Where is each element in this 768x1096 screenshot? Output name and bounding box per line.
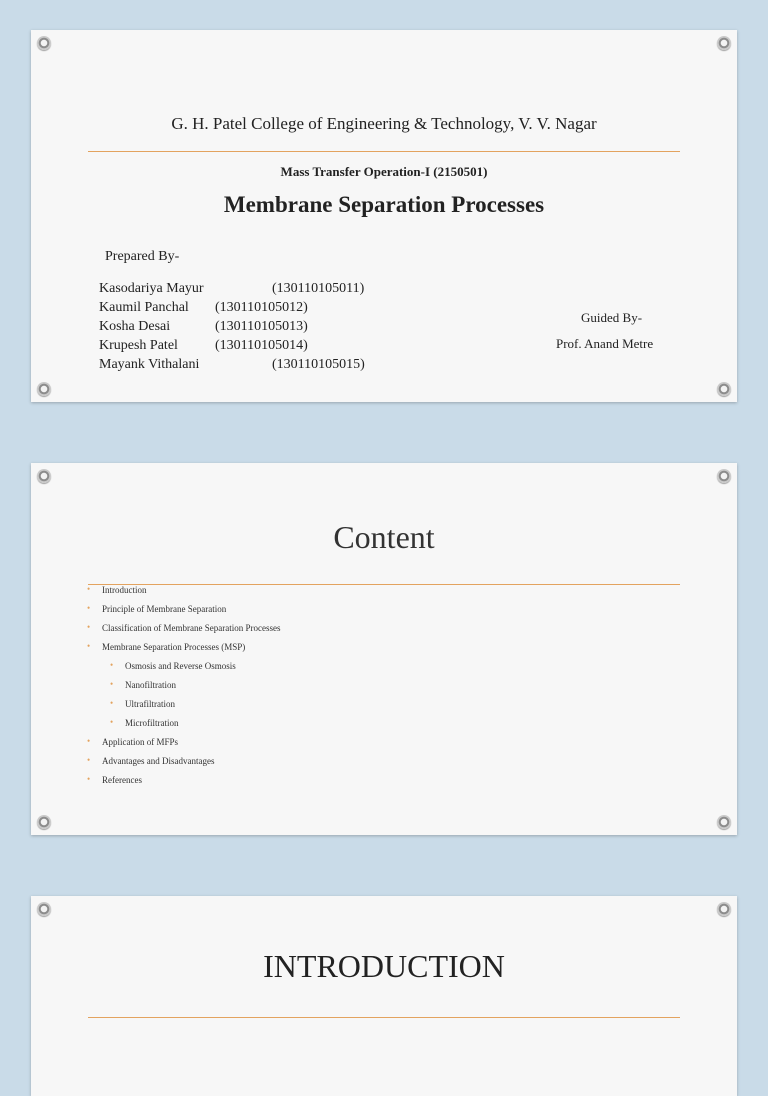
list-item: • Classification of Membrane Separation Processes <box>87 622 281 633</box>
list-item: • Ultrafiltration <box>110 698 175 709</box>
introduction-slide <box>31 896 737 1096</box>
bullet-icon: • <box>87 641 91 651</box>
bullet-icon: • <box>87 584 91 594</box>
bullet-icon: • <box>110 698 114 708</box>
pushpin-icon <box>717 469 731 483</box>
pushpin-icon <box>37 36 51 50</box>
pushpin-icon <box>717 902 731 916</box>
student-roll: (130110105014) <box>215 338 308 353</box>
bullet-icon: • <box>87 774 91 784</box>
bullet-icon: • <box>110 717 114 727</box>
divider-rule <box>88 151 680 152</box>
student-name: Kosha Desai <box>99 319 171 334</box>
list-item: • Microfiltration <box>110 717 179 728</box>
pushpin-icon <box>717 36 731 50</box>
presentation-title: Membrane Separation Processes <box>223 192 545 217</box>
pushpin-icon <box>717 382 731 396</box>
bullet-icon: • <box>110 660 114 670</box>
divider-rule <box>88 584 680 585</box>
content-title: Content <box>333 519 435 555</box>
list-item: • Nanofiltration <box>110 679 176 690</box>
introduction-title: INTRODUCTION <box>263 948 505 984</box>
college-name: G. H. Patel College of Engineering & Technology, V. V. Nagar <box>171 114 597 133</box>
pushpin-icon <box>37 382 51 396</box>
student-entry <box>99 300 308 316</box>
prepared-by-label: Prepared By- <box>105 249 180 264</box>
student-roll: (130110105013) <box>215 319 308 334</box>
bullet-icon: • <box>87 755 91 765</box>
list-item: • Osmosis and Reverse Osmosis <box>110 660 236 671</box>
list-item: • Introduction <box>87 584 147 595</box>
student-name: Kasodariya Mayur <box>99 281 204 296</box>
student-entry <box>99 338 308 354</box>
pushpin-icon <box>717 815 731 829</box>
list-item: • Advantages and Disadvantages <box>87 755 215 766</box>
student-entry <box>99 319 308 335</box>
list-item: • References <box>87 774 142 785</box>
pushpin-icon <box>37 902 51 916</box>
list-item: • Principle of Membrane Separation <box>87 603 227 614</box>
student-entry <box>99 281 365 297</box>
divider-rule <box>88 1017 680 1018</box>
bullet-icon: • <box>110 679 114 689</box>
student-roll: (130110105011) <box>272 281 365 296</box>
content-slide <box>31 463 737 835</box>
list-item: • Membrane Separation Processes (MSP) <box>87 641 246 652</box>
guided-by-label: Guided By- <box>581 310 643 325</box>
bullet-icon: • <box>87 603 91 613</box>
bullet-icon: • <box>87 736 91 746</box>
list-item: • Application of MFPs <box>87 736 179 747</box>
course-name: Mass Transfer Operation-I (2150501) <box>280 164 488 179</box>
student-roll: (130110105015) <box>272 357 365 372</box>
guide-name: Prof. Anand Metre <box>556 336 654 351</box>
pushpin-icon <box>37 469 51 483</box>
student-entry <box>99 357 365 373</box>
student-name: Kaumil Panchal <box>99 300 189 315</box>
student-name: Krupesh Patel <box>99 338 178 353</box>
title-slide <box>31 30 737 402</box>
student-roll: (130110105012) <box>215 300 308 315</box>
bullet-icon: • <box>87 622 91 632</box>
student-name: Mayank Vithalani <box>99 357 200 372</box>
pushpin-icon <box>37 815 51 829</box>
